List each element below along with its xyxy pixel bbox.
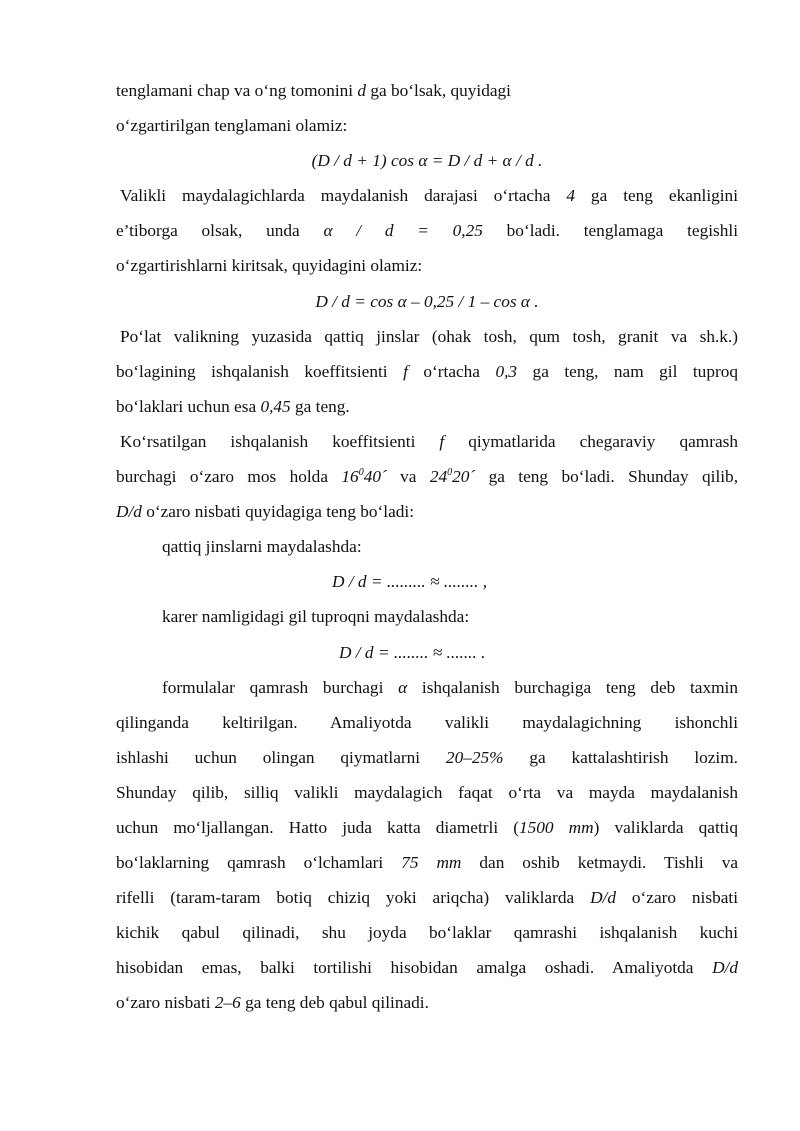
text-line: uchun mo‘ljallangan. Hatto juda katta diametrli (1500 mm) valiklarda qattiq: [116, 817, 739, 837]
text-line: burchagi o‘zaro mos holda $16^040´$ va $24^020´$ ga teng bo‘ladi. Shunday qilib,: [116, 467, 739, 487]
formula-4: D / d = ........ ≈ ....... .: [339, 642, 486, 662]
text-line: ishlashi uchun olingan qiymatlarni 20–25% ga kattalashtirish lozim.: [116, 747, 738, 767]
text-line: hisobidan emas, balki tortilishi hisobidan amalga oshadi. Amaliyotda D/d: [116, 958, 738, 978]
text-line: bo‘laklarning qamrash o‘lchamlari 75 mm dan oshib ketmaydi. Tishli va: [116, 853, 739, 873]
formula-3: D / d = ......... ≈ ........ ,: [332, 572, 488, 592]
formula-1: (D / d + 1) cos α = D / d + α / d .: [311, 151, 543, 171]
text-line: formulalar qamrash burchagi α ishqalanish burchagiga teng deb taxmin: [162, 677, 738, 697]
text-line: e’tiborga olsak, unda α / d = 0,25 bo‘ladi. tenglamaga tegishli: [116, 221, 738, 241]
text-line: Valikli maydalagichlarda maydalanish darajasi o‘rtacha 4 ga teng ekanligini: [120, 186, 739, 206]
text-line: bo‘lagining ishqalanish koeffitsienti f o‘rtacha 0,3 ga teng, nam gil tuproq: [116, 361, 738, 381]
text-line: Po‘lat valikning yuzasida qattiq jinslar (ohak tosh, qum tosh, granit va sh.k.): [120, 326, 738, 346]
text-line: o‘zgartirilgan tenglamani olamiz:: [116, 116, 348, 136]
formula-2: D / d = cos α – 0,25 / 1 – cos α .: [315, 291, 539, 311]
text-line: Shunday qilib, silliq valikli maydalagich faqat o‘rta va mayda maydalanish: [116, 782, 738, 802]
text-line: qilinganda keltirilgan. Amaliyotda valikli maydalagichning ishonchli: [116, 712, 738, 732]
text-line: o‘zgartirishlarni kiritsak, quyidagini olamiz:: [116, 256, 423, 276]
text-line: rifelli (taram-taram botiq chiziq yoki ariqcha) valiklarda D/d o‘zaro nisbati: [116, 888, 739, 908]
text-line: o‘zaro nisbati 2–6 ga teng deb qabul qilinadi.: [116, 993, 429, 1013]
text-line: kichik qabul qilinadi, shu joyda bo‘laklar qamrashi ishqalanish kuchi: [116, 923, 738, 943]
text-line: tenglamani chap va o‘ng tomonini d ga bo‘lsak, quyidagi: [116, 81, 511, 100]
text-line: Ko‘rsatilgan ishqalanish koeffitsienti f qiymatlarida chegaraviy qamrash: [120, 431, 738, 451]
text-line: qattiq jinslarni maydalashda:: [162, 537, 362, 557]
text-line: bo‘laklari uchun esa 0,45 ga teng.: [116, 396, 350, 416]
text-line: karer namligidagi gil tuproqni maydalashda:: [162, 607, 470, 627]
text-line: D/d o‘zaro nisbati quyidagiga teng bo‘ladi:: [116, 502, 415, 522]
